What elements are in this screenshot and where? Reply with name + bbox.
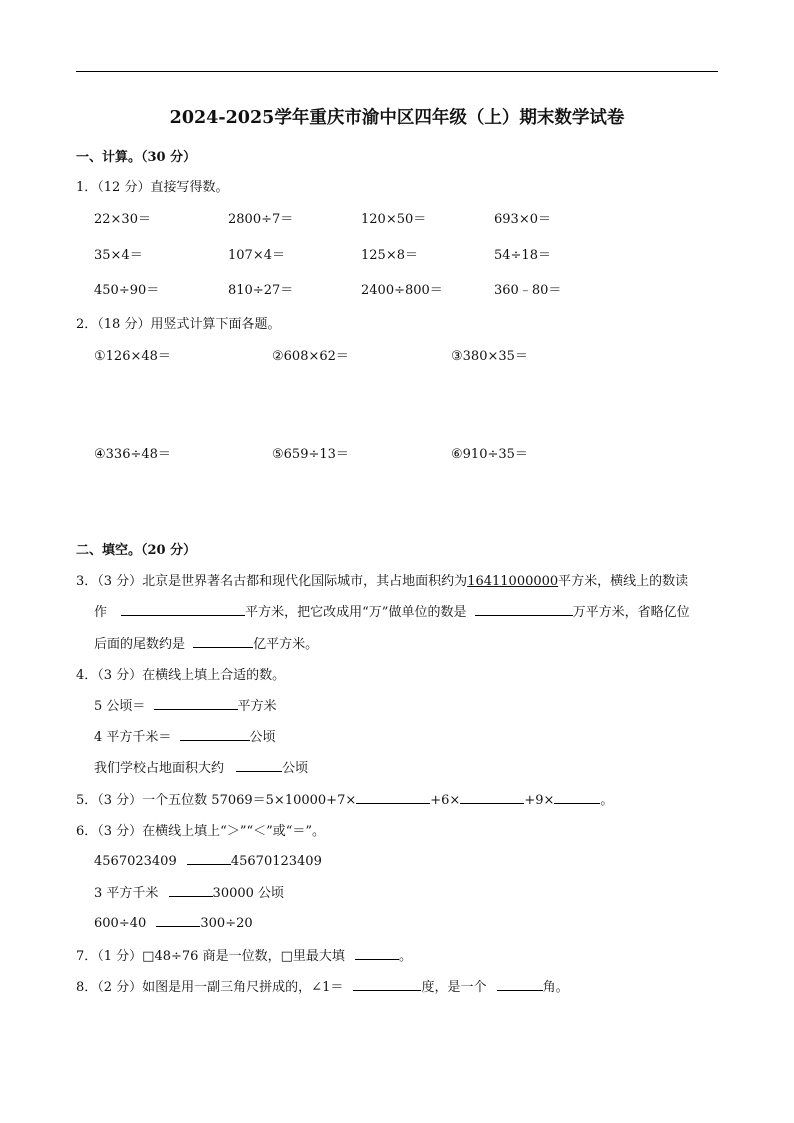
q3-text: 亿平方米。	[253, 637, 319, 652]
q4-text: 5 公顷＝	[94, 699, 146, 714]
header-rule	[76, 71, 718, 72]
q7-line	[76, 945, 412, 964]
answer-blank[interactable]	[355, 946, 399, 960]
q2-item: ④336÷48＝	[94, 447, 171, 462]
q3-line3	[94, 633, 318, 652]
answer-blank[interactable]	[187, 851, 231, 865]
q1-item: 360﹣80＝	[494, 283, 562, 298]
section2-heading: 二、填空。（20 分）	[76, 543, 197, 558]
q7-text: 。	[399, 949, 413, 964]
answer-blank[interactable]	[193, 634, 253, 648]
q4-line	[94, 726, 276, 745]
q8-line	[76, 976, 569, 995]
answer-blank[interactable]	[154, 696, 238, 710]
q3-text: 后面的尾数约是	[94, 637, 186, 652]
q4-text: 平方米	[237, 699, 277, 714]
q8-text: 角。	[542, 980, 569, 995]
q4-line	[94, 695, 277, 714]
q2-label: 2．（18 分）用竖式计算下面各题。	[76, 317, 281, 332]
q4-text: 公顷	[249, 730, 276, 745]
q6-text: 45670123409	[230, 854, 322, 869]
q1-item: 450÷90＝	[94, 283, 160, 298]
q2-item: ②608×62＝	[272, 349, 349, 364]
q7-text: 7．（1 分）□48÷76 商是一位数，□里最大填	[76, 949, 345, 964]
answer-blank[interactable]	[121, 602, 245, 616]
page-title: 2024-2025学年重庆市渝中区四年级（上）期末数学试卷	[169, 108, 625, 128]
q4-line	[94, 757, 308, 776]
q5-text: +9×	[524, 793, 555, 808]
q8-text: 度，是一个	[421, 980, 487, 995]
q1-item: 2400÷800＝	[361, 283, 443, 298]
answer-blank[interactable]	[236, 758, 282, 772]
q3-text: 平方米，横线上的数读	[558, 574, 689, 589]
q6-line	[94, 882, 284, 901]
q1-item: 35×4＝	[94, 248, 143, 263]
q4-label: 4．（3 分）在横线上填上合适的数。	[76, 668, 286, 683]
q1-label: 1．（12 分）直接写得数。	[76, 180, 229, 195]
answer-blank[interactable]	[475, 602, 573, 616]
q1-item: 810÷27＝	[228, 283, 294, 298]
q4-text: 我们学校占地面积大约	[94, 761, 225, 776]
q8-text: 8．（2 分）如图是用一副三角尺拼成的，∠1＝	[76, 980, 344, 995]
q6-text: 300÷20	[200, 916, 253, 931]
q1-item: 120×50＝	[361, 212, 427, 227]
q3-text: 平方米，把它改成用“万”做单位的数是	[245, 605, 467, 620]
q5-text: +6×	[430, 793, 461, 808]
answer-blank[interactable]	[460, 790, 524, 804]
q6-text: 4567023409	[94, 854, 177, 869]
q6-line	[94, 851, 322, 869]
q3-text: 作	[94, 605, 108, 620]
q6-text: 600÷40	[94, 916, 147, 931]
q6-text: 30000 公顷	[212, 886, 285, 901]
q1-item: 125×8＝	[361, 248, 418, 263]
q2-item: ⑤659÷13＝	[272, 447, 349, 462]
answer-blank[interactable]	[353, 977, 421, 991]
q3-area-number: 16411000000	[467, 574, 559, 589]
q5-line	[76, 789, 613, 808]
q3-line2	[94, 601, 690, 620]
section1-heading: 一、计算。（30 分）	[76, 150, 197, 165]
q3-text: 3．（3 分）北京是世界著名古都和现代化国际城市，其占地面积约为	[76, 574, 468, 589]
q5-text: 5．（3 分）一个五位数 57069＝5×10000+7×	[76, 793, 357, 808]
q4-text: 4 平方千米＝	[94, 730, 172, 745]
answer-blank[interactable]	[356, 790, 430, 804]
q1-item: 54÷18＝	[494, 248, 551, 263]
q3-text: 万平方米，省略亿位	[572, 605, 690, 620]
answer-blank[interactable]	[554, 790, 600, 804]
q5-text: 。	[600, 793, 614, 808]
answer-blank[interactable]	[169, 883, 213, 897]
q1-item: 22×30＝	[94, 212, 151, 227]
answer-blank[interactable]	[180, 727, 250, 741]
answer-blank[interactable]	[497, 977, 543, 991]
q2-item: ①126×48＝	[94, 349, 171, 364]
q2-item: ③380×35＝	[451, 349, 528, 364]
answer-blank[interactable]	[156, 913, 200, 927]
q6-line	[94, 913, 253, 931]
q1-item: 107×4＝	[228, 248, 285, 263]
q4-text: 公顷	[282, 761, 309, 776]
q1-item: 2800÷7＝	[228, 212, 294, 227]
q6-text: 3 平方千米	[94, 886, 159, 901]
q1-item: 693×0＝	[494, 212, 551, 227]
q2-item: ⑥910÷35＝	[451, 447, 528, 462]
q6-label: 6．（3 分）在横线上填上“＞”“＜”或“＝”。	[76, 824, 326, 839]
q3-line1	[76, 570, 688, 589]
